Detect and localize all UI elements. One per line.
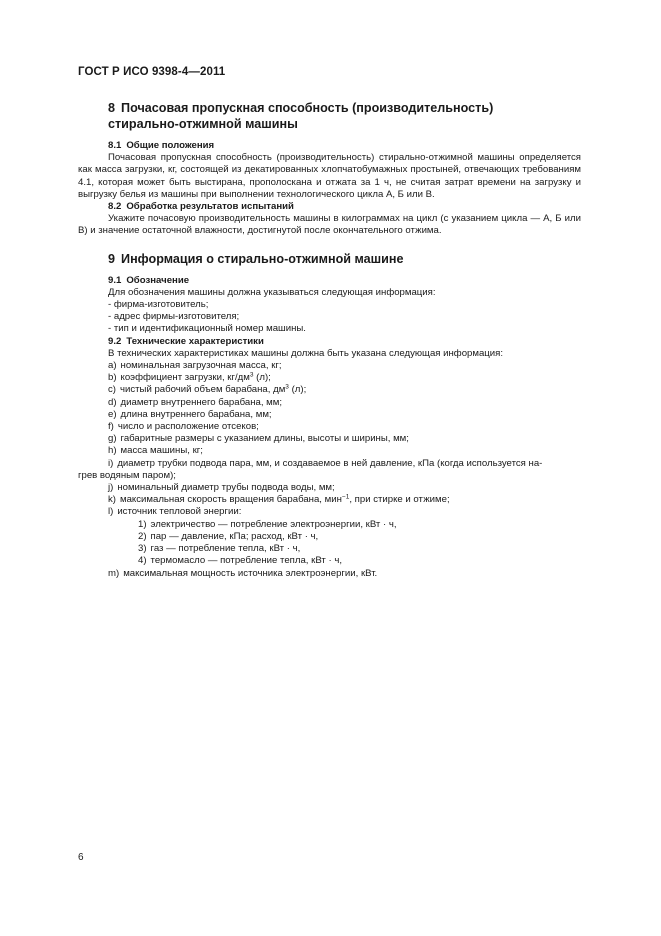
subsection-number: 9.2 bbox=[108, 335, 122, 347]
section-9-title bbox=[78, 251, 581, 267]
sub-list-item-1: 1) электричество — потребление электроэнергии, кВт · ч, bbox=[138, 518, 397, 530]
section-8-title bbox=[78, 100, 581, 132]
subsection-8-2-title bbox=[78, 201, 581, 213]
sub-list-item-4: 4) термомасло — потребление тепла, кВт · ч, bbox=[138, 555, 342, 567]
list-item-f: f) число и расположение отсеков; bbox=[108, 421, 259, 433]
list-item: - адрес фирмы-изготовителя; bbox=[108, 311, 240, 323]
sub-list-item-2: 2) пар — давление, кПа; расход, кВт · ч, bbox=[138, 530, 319, 542]
list-item-j: j) номинальный диаметр трубы подвода воды, мм; bbox=[108, 482, 335, 494]
section-title-line2: стирально-отжимной машины bbox=[108, 117, 298, 131]
section-number: 8 bbox=[108, 101, 116, 115]
document-body bbox=[78, 100, 581, 580]
subsection-number: 8.1 bbox=[108, 140, 122, 151]
page-number: 6 bbox=[78, 852, 84, 863]
subsection-title: Общие положения bbox=[126, 140, 215, 151]
section-number: 9 bbox=[108, 251, 116, 266]
list-item-d: d) диаметр внутреннего барабана, мм; bbox=[108, 396, 283, 408]
list-item-h: h) масса машины, кг; bbox=[108, 445, 203, 457]
subsection-title: Обработка результатов испытаний bbox=[126, 201, 294, 213]
subsection-title: Обозначение bbox=[126, 274, 190, 286]
list-item: - фирма-изготовитель; bbox=[108, 299, 209, 311]
subsection-title: Технические характеристики bbox=[126, 335, 264, 347]
subsection-number: 9.1 bbox=[108, 274, 122, 286]
document-header: ГОСТ Р ИСО 9398-4—2011 bbox=[78, 66, 226, 78]
paragraph-8-1: Почасовая пропускная способность (производительность) стирально-отжимной машины определяется как масса загрузки, кг, состоящей из декатированных хлопчатобумажных простыней, отвечающих требованиям 4.1, которая может быть выстирана, прополоскана и отжата за 1 ч, не считая затрат времени на загрузку и выгрузку белья из машины при выполнении технологического цикла А, Б или В. bbox=[78, 152, 581, 200]
list-item-e: e) длина внутреннего барабана, мм; bbox=[108, 408, 272, 420]
list-item-c: c) чистый рабочий объем барабана, $дм^3$ (л); bbox=[108, 383, 307, 396]
list-item-m: m) максимальная мощность источника электроэнергии, кВт. bbox=[108, 567, 378, 579]
subsection-9-1-title bbox=[78, 275, 581, 287]
sub-list-item-3: 3) газ — потребление тепла, кВт · ч, bbox=[138, 543, 301, 555]
paragraph-8-2: Укажите почасовую производительность машины в килограммах на цикл (с указанием цикла — А, Б или В) и значение остаточной влажности, достигнутой после окончательного отжима. bbox=[78, 213, 581, 237]
paragraph-9-2-intro: В технических характеристиках машины должна быть указана следующая информация: bbox=[108, 347, 504, 359]
subsection-number: 8.2 bbox=[108, 201, 122, 213]
subsection-9-2-title bbox=[78, 336, 581, 348]
section-title-line1: Почасовая пропускная способность (производительность) bbox=[121, 101, 494, 115]
list-item-l: l) источник тепловой энергии: bbox=[108, 506, 242, 518]
list-item-g: g) габаритные размеры с указанием длины, высоты и ширины, мм; bbox=[108, 433, 409, 445]
subsection-8-1-title bbox=[78, 140, 581, 152]
list-item-i: i) диаметр трубки подвода пара, мм, и создаваемое в ней давление, кПа (когда используется на- bbox=[108, 457, 543, 469]
list-item-b: b) коэффициент загрузки, $кг/дм^3$ (л); bbox=[108, 371, 271, 384]
list-item-i-continued: грев водяным паром); bbox=[78, 469, 176, 481]
list-item-k: k) максимальная скорость вращения барабана, мин$^{-1}$, при стирке и отжиме; bbox=[108, 493, 450, 506]
list-item-a: a) номинальная загрузочная масса, кг; bbox=[108, 360, 282, 372]
section-title: Информация о стирально-отжимной машине bbox=[121, 251, 404, 266]
list-item: - тип и идентификационный номер машины. bbox=[108, 323, 306, 335]
paragraph-9-1-intro: Для обозначения машины должна указываться следующая информация: bbox=[108, 286, 436, 298]
